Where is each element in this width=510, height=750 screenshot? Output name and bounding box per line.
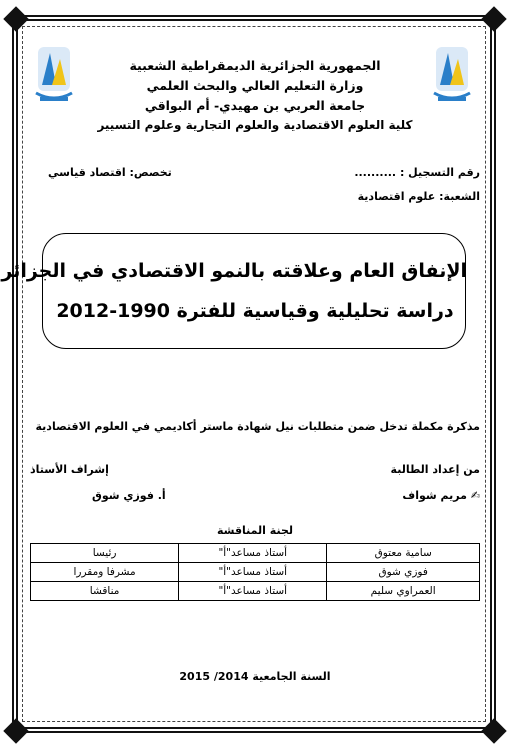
thesis-subtitle: دراسة تحليلية وقياسية للفترة 1990-2012 — [56, 300, 454, 322]
jury-member-role: رئيسا — [31, 544, 179, 563]
thesis-title: الإنفاق العام وعلاقته بالنمو الاقتصادي في الجزائر — [1, 260, 467, 282]
table-row — [31, 582, 480, 601]
jury-member-role: مناقشا — [31, 582, 179, 601]
university-name: جامعة العربي بن مهيدي- أم البواقي — [144, 98, 366, 113]
jury-member-name: فوزي شوق — [327, 563, 480, 582]
supervisor-label: إشراف الأستاذ — [30, 463, 109, 476]
jury-member-rank: أستاذ مساعد"أ" — [179, 544, 327, 563]
specialty-label: تخصص: اقتصاد قياسي — [48, 166, 172, 179]
branch-label: الشعبة: علوم اقتصادية — [357, 190, 480, 203]
republic-name: الجمهورية الجزائرية الديمقراطية الشعبية — [129, 58, 381, 73]
jury-title: لجنة المناقشة — [216, 524, 293, 537]
thesis-note: مذكرة مكملة تدخل ضمن متطلبات نيل شهادة ماستر أكاديمي في العلوم الاقتصادية — [35, 420, 480, 433]
jury-member-name: سامية معتوق — [327, 544, 480, 563]
student-name-row — [402, 489, 480, 502]
table-row — [31, 563, 480, 582]
jury-member-rank: أستاذ مساعد"أ" — [179, 582, 327, 601]
pen-hand-icon: ✍ — [470, 489, 480, 502]
jury-member-role: مشرفا ومقررا — [31, 563, 179, 582]
student-label: من إعداد الطالبة — [390, 463, 480, 476]
supervisor-name: أ. فوزي شوق — [92, 489, 166, 502]
registration-number: رقم التسجيل : .......... — [354, 166, 480, 179]
student-name: مريم شواف — [402, 489, 467, 502]
faculty-name: كلية العلوم الاقتصادية والعلوم التجارية وعلوم التسيير — [97, 118, 413, 132]
jury-member-name: العمراوي سليم — [327, 582, 480, 601]
university-logo-icon — [430, 45, 474, 107]
table-row — [31, 544, 480, 563]
jury-table — [30, 543, 480, 601]
ministry-name: وزارة التعليم العالي والبحث العلمي — [146, 78, 364, 93]
university-logo-icon — [32, 45, 76, 107]
academic-year: السنة الجامعية 2014/ 2015 — [179, 670, 331, 683]
title-frame — [1, 233, 467, 349]
jury-member-rank: أستاذ مساعد"أ" — [179, 563, 327, 582]
